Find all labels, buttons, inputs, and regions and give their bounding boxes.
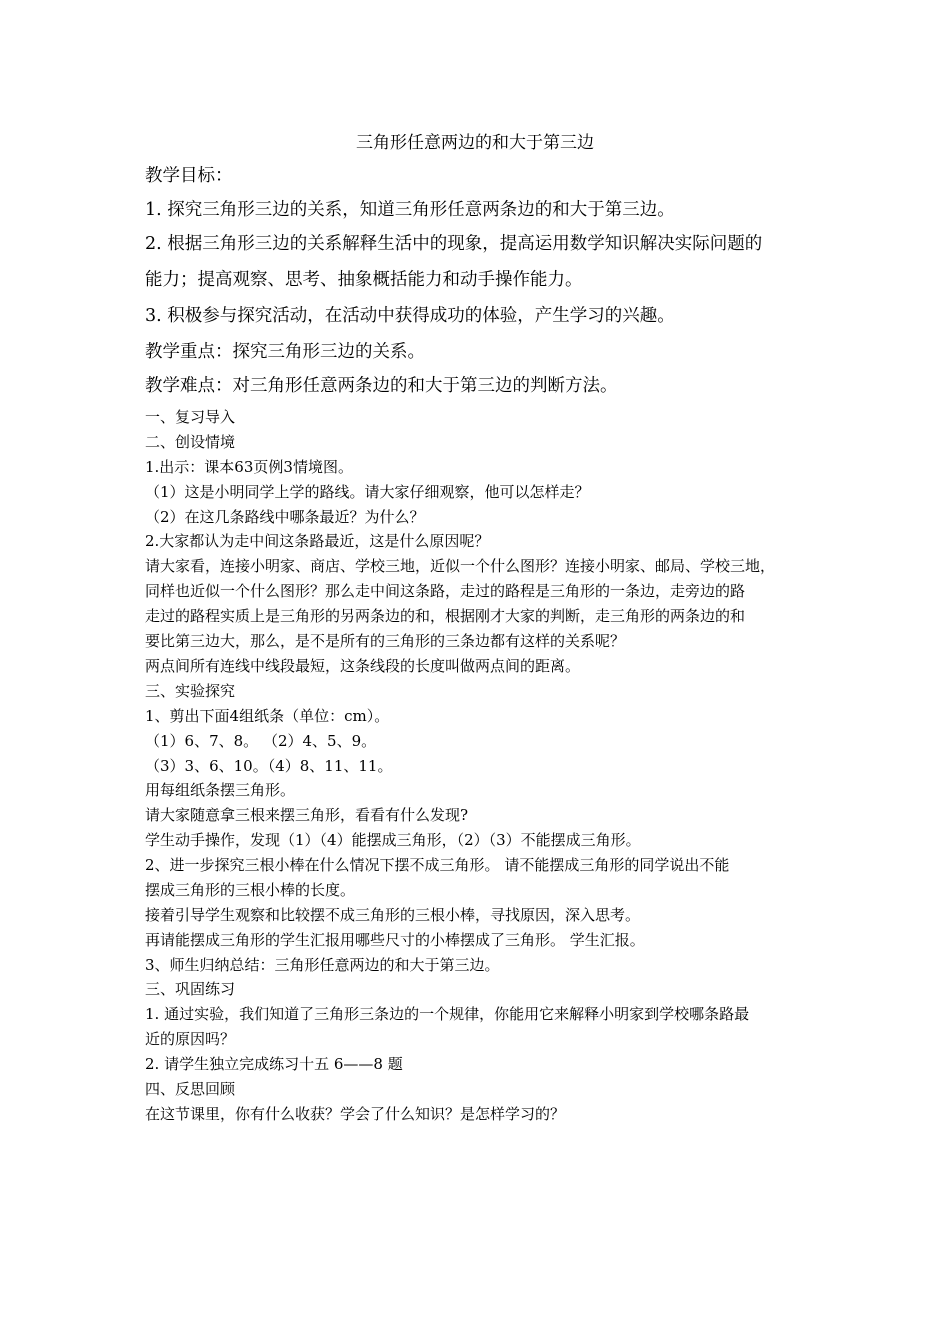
paragraph-line: 同样也近似一个什么图形？那么走中间这条路，走过的路程是三角形的一条边，走旁边的路 bbox=[145, 582, 746, 600]
paragraph-line: 近的原因吗？ bbox=[145, 1030, 236, 1048]
paragraph-line: 再请能摆成三角形的学生汇报用哪些尺寸的小棒摆成了三角形。 学生汇报。 bbox=[145, 931, 645, 949]
paragraph-line: 2. 请学生独立完成练习十五 6——8 题 bbox=[145, 1055, 403, 1073]
paragraph-line: （2）在这几条路线中哪条最近？为什么？ bbox=[145, 508, 425, 526]
paragraph-line: 接着引导学生观察和比较摆不成三角形的三根小棒，寻找原因，深入思考。 bbox=[145, 906, 641, 924]
paragraph-line: 1.出示：课本63页例3情境图。 bbox=[145, 458, 353, 476]
paragraph-line: 走过的路程实质上是三角形的另两条边的和，根据刚才大家的判断，走三角形的两条边的和 bbox=[145, 607, 746, 625]
paragraph-line: 教学重点：探究三角形三边的关系。 bbox=[145, 342, 425, 362]
paragraph-line: 1、剪出下面4组纸条（单位：cm）。 bbox=[145, 707, 390, 725]
paragraph-line: （1）6、7、8。 （2）4、5、9。 bbox=[145, 732, 377, 750]
paragraph-line: 摆成三角形的三根小棒的长度。 bbox=[145, 881, 356, 899]
paragraph-line: 两点间所有连线中线段最短，这条线段的长度叫做两点间的距离。 bbox=[145, 657, 581, 675]
paragraph-line: 请大家随意拿三根来摆三角形，看看有什么发现? bbox=[145, 806, 469, 824]
paragraph-line: 3. 积极参与探究活动，在活动中获得成功的体验，产生学习的兴趣。 bbox=[145, 306, 675, 326]
section-heading: 四、反思回顾 bbox=[145, 1080, 236, 1098]
paragraph-line: （3）3、6、10。（4）8、11、11。 bbox=[145, 757, 393, 775]
paragraph-line: 能力；提高观察、思考、抽象概括能力和动手操作能力。 bbox=[145, 270, 583, 290]
paragraph-line: 1. 通过实验，我们知道了三角形三条边的一个规律，你能用它来解释小明家到学校哪条路最 bbox=[145, 1005, 750, 1023]
paragraph-line: 请大家看，连接小明家、商店、学校三地，近似一个什么图形？连接小明家、邮局、学校三地， bbox=[145, 557, 776, 575]
section-heading: 一、复习导入 bbox=[145, 408, 236, 426]
paragraph-line: 2. 根据三角形三边的关系解释生活中的现象，提高运用数学知识解决实际问题的 bbox=[145, 234, 763, 254]
paragraph-line: 1. 探究三角形三边的关系，知道三角形任意两条边的和大于第三边。 bbox=[145, 200, 675, 220]
paragraph-line: 3、师生归纳总结：三角形任意两边的和大于第三边。 bbox=[145, 956, 500, 974]
document-title: 三角形任意两边的和大于第三边 bbox=[356, 133, 594, 153]
paragraph-line: 2.大家都认为走中间这条路最近，这是什么原因呢？ bbox=[145, 532, 490, 550]
paragraph-line: 在这节课里，你有什么收获？学会了什么知识？是怎样学习的？ bbox=[145, 1105, 566, 1123]
paragraph-line: 用每组纸条摆三角形。 bbox=[145, 781, 296, 799]
paragraph-line: 2、进一步探究三根小棒在什么情况下摆不成三角形。 请不能摆成三角形的同学说出不能 bbox=[145, 856, 730, 874]
paragraph-line: 教学目标： bbox=[145, 166, 233, 186]
section-heading: 三、实验探究 bbox=[145, 682, 236, 700]
section-heading: 二、创设情境 bbox=[145, 433, 236, 451]
paragraph-line: （1）这是小明同学上学的路线。请大家仔细观察，他可以怎样走？ bbox=[145, 483, 590, 501]
paragraph-line: 教学难点：对三角形任意两条边的和大于第三边的判断方法。 bbox=[145, 376, 618, 396]
paragraph-line: 学生动手操作，发现（1）（4）能摆成三角形，（2）（3）不能摆成三角形。 bbox=[145, 831, 641, 849]
section-heading: 三、巩固练习 bbox=[145, 980, 236, 998]
paragraph-line: 要比第三边大，那么，是不是所有的三角形的三条边都有这样的关系呢？ bbox=[145, 632, 626, 650]
